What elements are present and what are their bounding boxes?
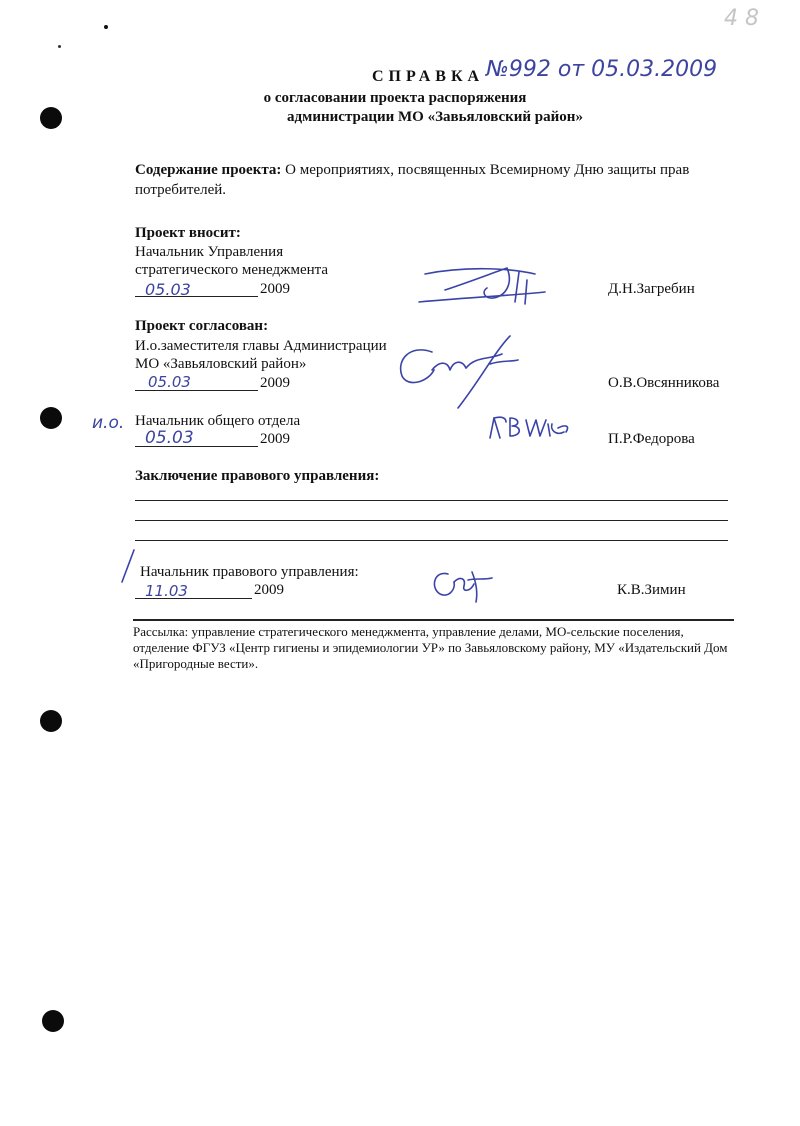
general-date: 05.03 [145,428,194,448]
submits-position-2: стратегического менеджмента [135,262,329,278]
content-label: Содержание проекта: [135,162,282,178]
agreed-date: 05.03 [148,373,191,391]
legal-heading: Заключение правового управления: [135,468,380,484]
header-line-2: администрации МО «Завьяловский район» [287,109,583,125]
distribution-text: Рассылка: управление стратегического менеджмента, управление делами, МО-сельские поселения, отделение ФГУЗ «Центр гигиены и эпидемиологии УР» по Завьяловскому району, МУ «Издательский Дом «Пригородные вести». [133,624,728,671]
conclusion-line [135,540,728,541]
handwritten-number: №992 от 05.03.2009 [486,57,718,82]
content-line-1 [135,162,689,179]
legal-date: 11.03 [145,582,188,600]
scan-speck [58,45,61,48]
binder-hole-1 [40,107,62,129]
general-name: П.Р.Федорова [608,431,695,447]
submits-position-1: Начальник Управления [135,244,284,260]
scan-speck [104,25,108,29]
check-mark [118,548,138,584]
agreed-heading: Проект согласован: [135,318,269,334]
signature-zimin [428,566,498,604]
agreed-name: О.В.Овсянникова [608,375,720,391]
binder-hole-4 [42,1010,64,1032]
general-year: 2009 [260,431,290,447]
io-handwritten: и.о. [92,413,125,433]
header-line-1: о согласовании проекта распоряжения [263,90,527,106]
legal-name: К.В.Зимин [617,582,686,598]
signature-fedorova [486,412,576,444]
distribution-rule [133,619,734,621]
conclusion-line [135,500,728,501]
corner-mark: 4 8 [724,6,759,31]
submits-date: 05.03 [145,280,191,299]
conclusion-line [135,520,728,521]
content-line-2: потребителей. [135,182,227,198]
submits-name: Д.Н.Загребин [608,281,695,297]
binder-hole-2 [40,407,62,429]
general-position: Начальник общего отдела [135,413,301,429]
submits-year: 2009 [260,281,290,297]
agreed-position-2: МО «Завьяловский район» [135,356,307,372]
legal-position: Начальник правового управления: [140,564,359,580]
submits-heading: Проект вносит: [135,225,241,241]
document-title: СПРАВКА [372,68,485,85]
content-text: О мероприятиях, посвященных Всемирному Дню защиты прав [285,162,690,178]
legal-year: 2009 [254,582,284,598]
signature-ovsyannikova [392,330,532,410]
binder-hole-3 [40,710,62,732]
agreed-position-1: И.о.заместителя главы Администрации [135,338,387,354]
agreed-year: 2009 [260,375,290,391]
signature-zagrebin [415,262,555,310]
